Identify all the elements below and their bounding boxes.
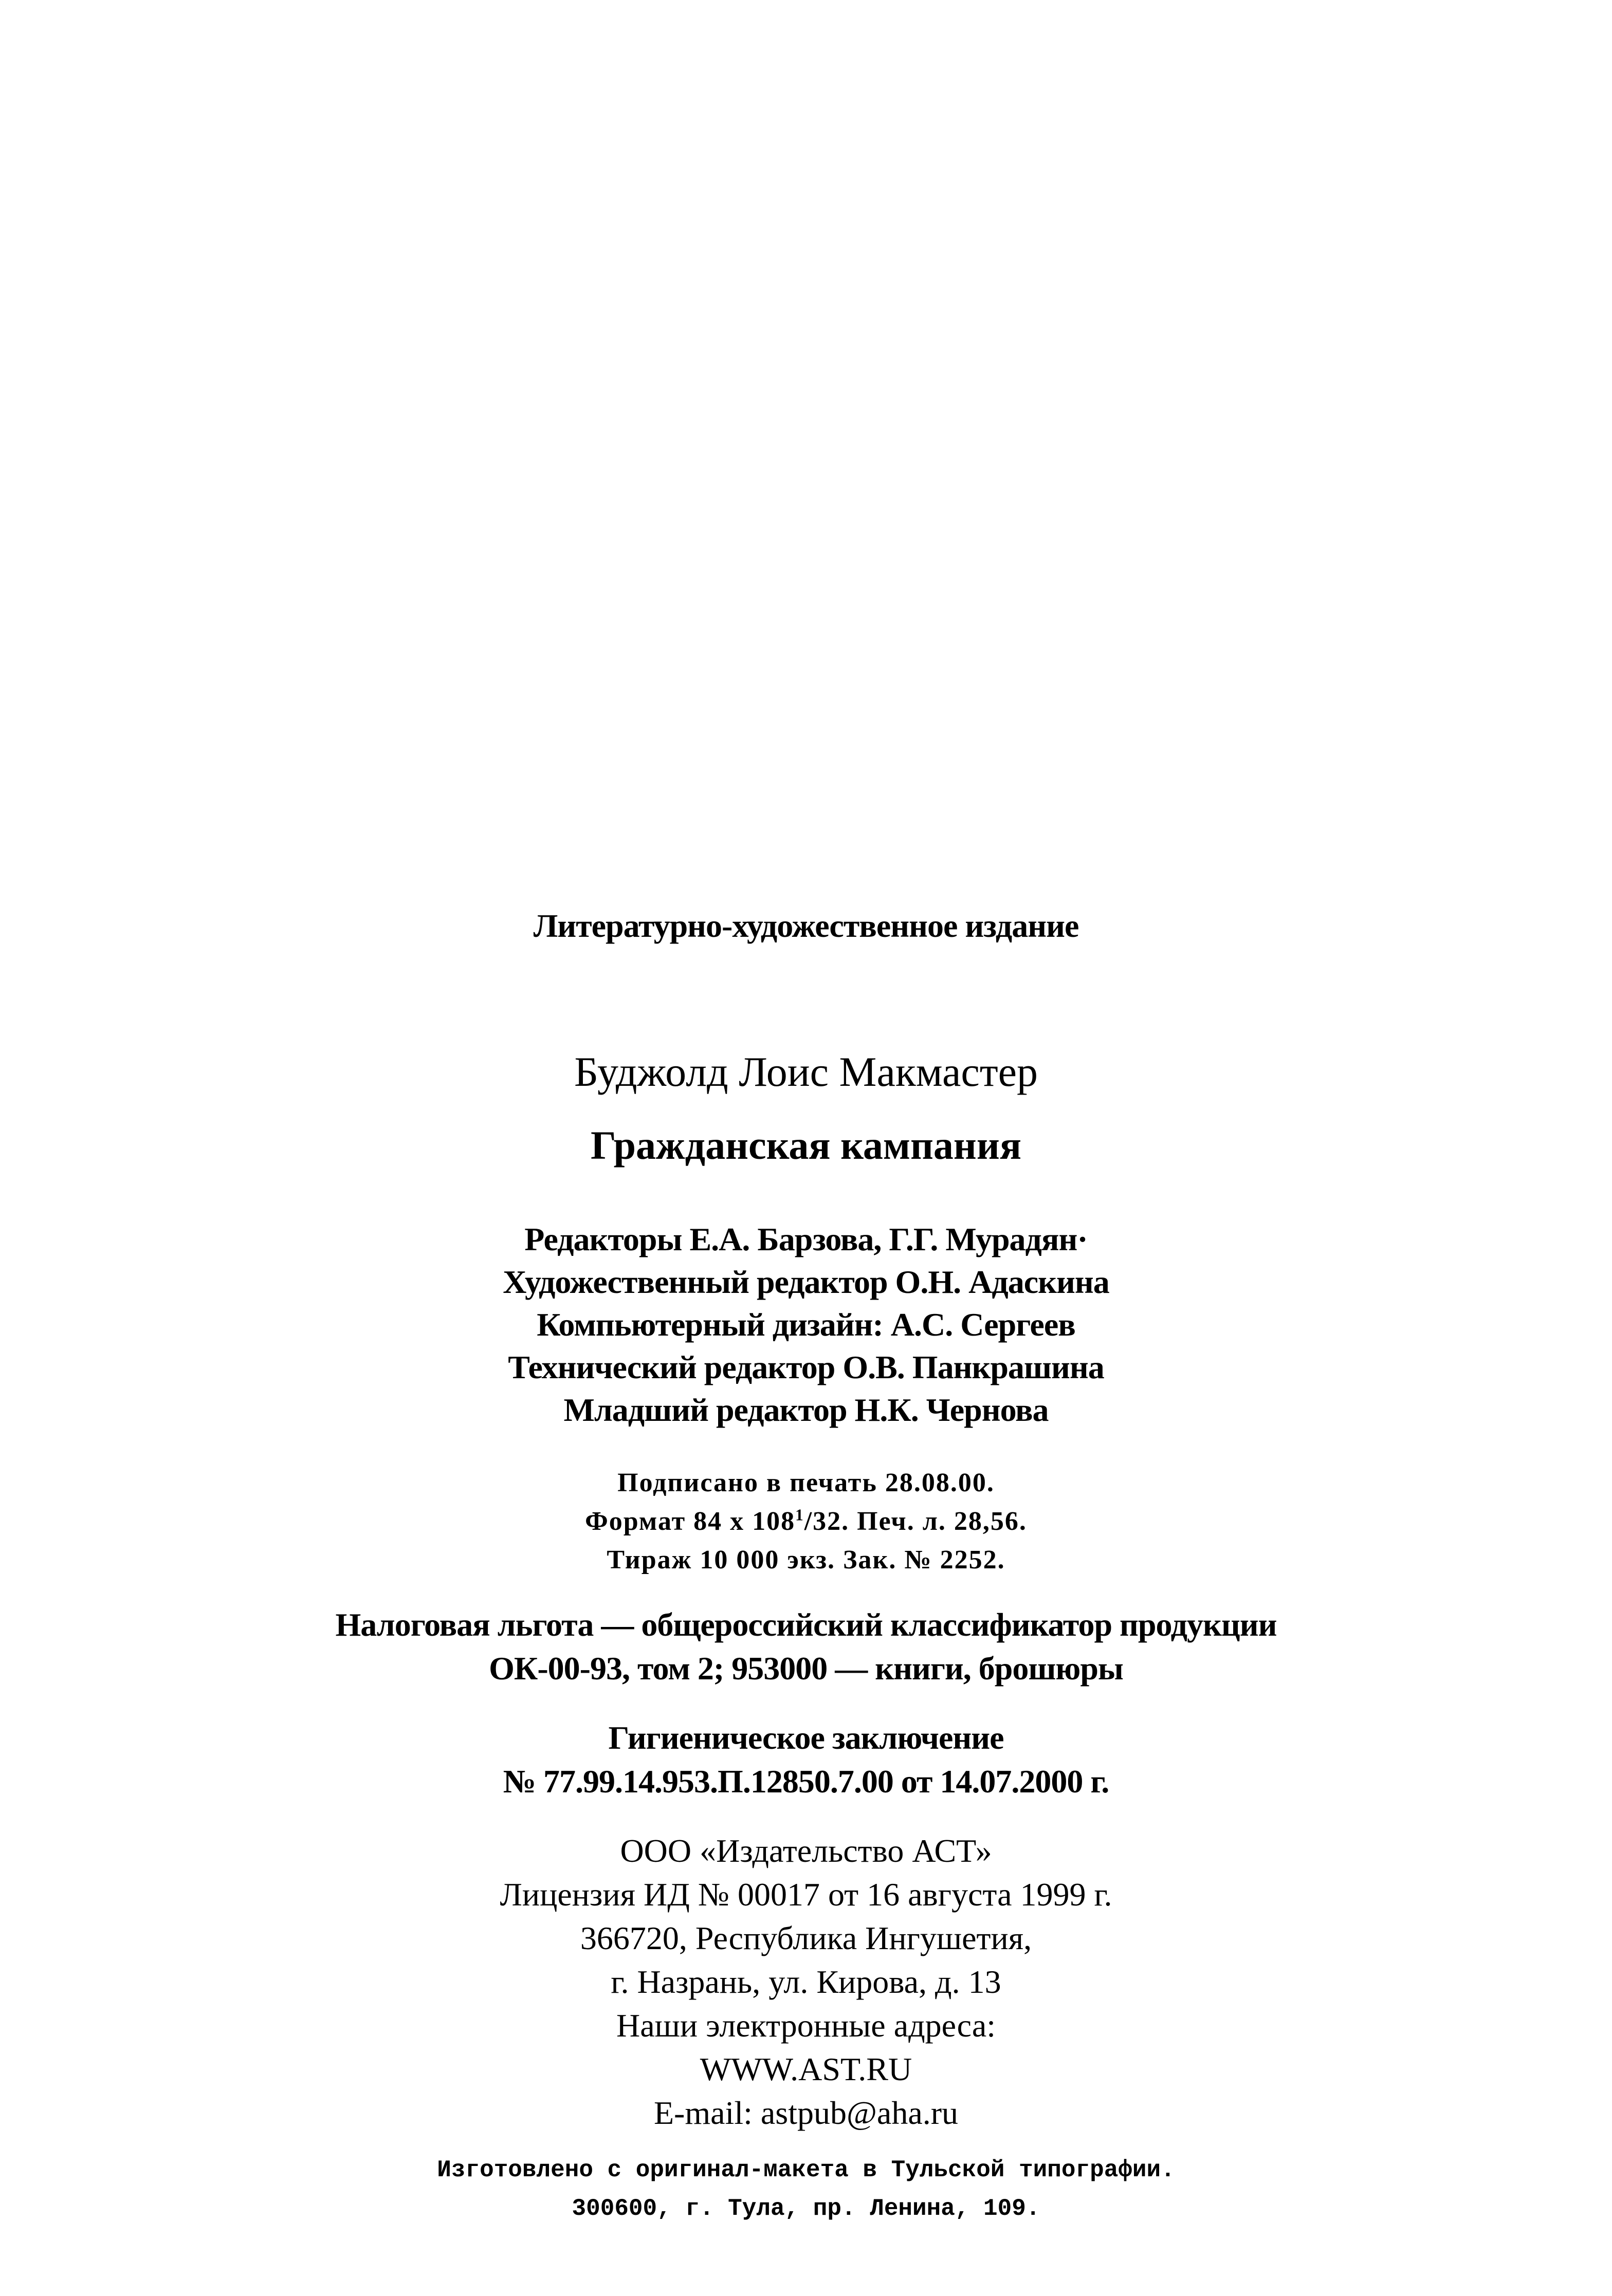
publisher-license: Лицензия ИД № 00017 от 16 августа 1999 г. <box>500 1876 1112 1913</box>
edition-type: Литературно-художественное издание <box>533 908 1079 944</box>
credit-tech-editor: Технический редактор О.В. Панкрашина <box>508 1349 1104 1385</box>
publisher-name: ООО «Издательство АСТ» <box>620 1832 992 1869</box>
tax-line-1: Налоговая льгота — общероссийский классификатор продукции <box>335 1606 1277 1643</box>
printer-line-2: 300600, г. Тула, пр. Ленина, 109. <box>572 2195 1040 2222</box>
hygiene-number: № 77.99.14.953.П.12850.7.00 от 14.07.2000 г. <box>503 1763 1109 1800</box>
publisher-email: E-mail: astpub@aha.ru <box>653 2095 959 2131</box>
hygiene-heading: Гигиеническое заключение <box>608 1719 1004 1756</box>
tax-line-2: ОК-00-93, том 2; 953000 — книги, брошюры <box>489 1650 1123 1687</box>
publisher-website: WWW.AST.RU <box>700 2051 912 2087</box>
publisher-address-1: 366720, Республика Ингушетия, <box>580 1920 1032 1956</box>
print-signed: Подписано в печать 28.08.00. <box>617 1468 995 1497</box>
publisher-address-2: г. Назрань, ул. Кирова, д. 13 <box>611 1964 1001 2000</box>
print-format-sup: 1 <box>795 1506 804 1524</box>
printer-line-1: Изготовлено с оригинал-макета в Тульской типографии. <box>437 2157 1175 2183</box>
publisher-web-heading: Наши электронные адреса: <box>616 2007 996 2044</box>
credit-editors: Редакторы Е.А. Барзова, Г.Г. Мурадян· <box>524 1221 1088 1257</box>
print-format-prefix: Формат 84 х 108 <box>585 1507 796 1536</box>
author-name: Буджолд Лоис Макмастер <box>574 1048 1038 1095</box>
book-title: Гражданская кампания <box>590 1123 1022 1168</box>
credit-art-editor: Художественный редактор О.Н. Адаскина <box>503 1264 1109 1300</box>
print-format <box>0 1508 1612 1535</box>
print-format-suffix: /32. Печ. л. 28,56. <box>804 1507 1027 1536</box>
print-run: Тираж 10 000 экз. Зак. № 2252. <box>607 1545 1005 1575</box>
credit-junior-editor: Младший редактор Н.К. Чернова <box>563 1392 1049 1428</box>
credit-design: Компьютерный дизайн: А.С. Сергеев <box>537 1306 1075 1343</box>
